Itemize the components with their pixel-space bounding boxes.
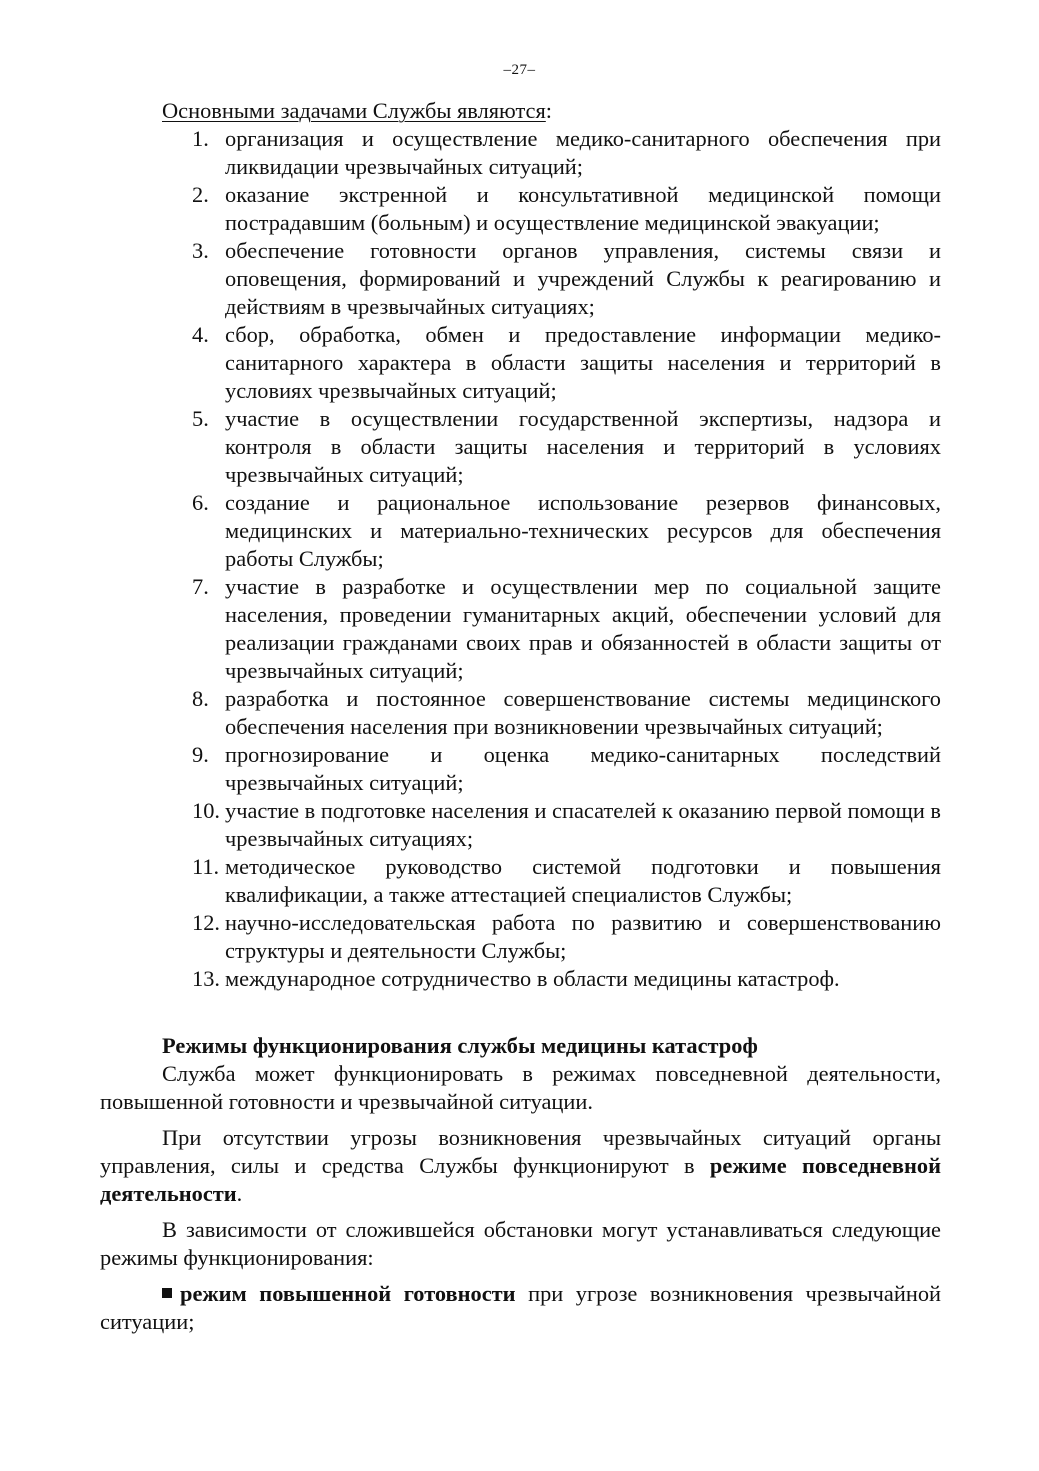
task-number: 6.	[192, 490, 209, 515]
bullet-text: при угрозе возникновения чрезвычайной ситуации;	[100, 1281, 942, 1334]
task-item	[100, 965, 941, 993]
tasks-heading-line	[162, 97, 941, 125]
task-number: 7.	[192, 574, 209, 599]
everyday-mode-term: режиме повседневной деятельности	[100, 1153, 942, 1206]
task-item	[100, 741, 941, 797]
paragraph-mode-list-intro: В зависимости от сложившейся обстановки могут устанавливаться следующие режимы функционирования:	[100, 1217, 941, 1270]
task-number: 11.	[192, 854, 220, 879]
task-text: создание и рациональное использование резервов финансовых, медицинских и материально-технических ресурсов для обеспечения работы Службы;	[225, 490, 941, 571]
task-text: разработка и постоянное совершенствование системы медицинского обеспечения населения при возникновении чрезвычайных ситуаций;	[225, 686, 941, 739]
task-text: прогнозирование и оценка медико-санитарных последствий чрезвычайных ситуаций;	[225, 742, 941, 795]
tasks-heading: Основными задачами Службы являются	[162, 98, 546, 123]
task-number: 13.	[192, 966, 220, 991]
bullet-high-alert	[100, 1280, 941, 1336]
task-number: 2.	[192, 182, 209, 207]
high-alert-term: режим повышенной готовности	[180, 1281, 516, 1306]
task-text: организация и осуществление медико-санитарного обеспечения при ликвидации чрезвычайных ситуаций;	[225, 126, 941, 179]
task-item	[100, 181, 941, 237]
square-bullet-icon	[162, 1288, 172, 1298]
section-title: Режимы функционирования службы медицины катастроф	[162, 1033, 758, 1058]
task-item	[100, 685, 941, 741]
task-text: участие в осуществлении государственной экспертизы, надзора и контроля в области защиты населения и территорий в условиях чрезвычайных ситуаций;	[225, 406, 941, 487]
paragraph-text: При отсутствии угрозы возникновения чрезвычайных ситуаций органы управления, силы и средства Службы функционируют в	[100, 1125, 941, 1178]
task-item	[100, 405, 941, 489]
task-text: научно-исследовательская работа по развитию и совершенствованию структуры и деятельности Службы;	[225, 910, 941, 963]
task-number: 4.	[192, 322, 209, 347]
task-text: международное сотрудничество в области медицины катастроф.	[225, 966, 840, 991]
paragraph-everyday-mode	[100, 1124, 941, 1208]
task-number: 9.	[192, 742, 209, 767]
task-number: 5.	[192, 406, 209, 431]
task-text: участие в подготовке населения и спасателей к оказанию первой помощи в чрезвычайных ситуациях;	[225, 798, 941, 851]
paragraph-end: .	[236, 1181, 243, 1206]
task-item	[100, 853, 941, 909]
task-text: методическое руководство системой подготовки и повышения квалификации, а также аттестацией специалистов Службы;	[225, 854, 941, 907]
task-number: 1.	[192, 126, 209, 151]
task-item	[100, 237, 941, 321]
task-item	[100, 797, 941, 853]
task-item	[100, 909, 941, 965]
page-content	[100, 97, 941, 1336]
task-text: оказание экстренной и консультативной медицинской помощи пострадавшим (больным) и осуществление медицинской эвакуации;	[225, 182, 941, 235]
page-number: –27–	[503, 62, 536, 78]
task-item	[100, 125, 941, 181]
paragraph-modes: Служба может функционировать в режимах повседневной деятельности, повышенной готовности и чрезвычайной ситуации.	[100, 1061, 941, 1114]
task-number: 3.	[192, 238, 209, 263]
task-number: 8.	[192, 686, 209, 711]
task-text: сбор, обработка, обмен и предоставление информации медико-санитарного характера в области защиты населения и территорий в условиях чрезвычайных ситуаций;	[225, 322, 941, 403]
task-item	[100, 321, 941, 405]
task-text: обеспечение готовности органов управления, системы связи и оповещения, формирований и учреждений Службы к реагированию и действиям в чрезвычайных ситуациях;	[225, 238, 941, 319]
task-item	[100, 573, 941, 685]
task-item	[100, 489, 941, 573]
task-number: 12.	[192, 910, 220, 935]
task-text: участие в разработке и осуществлении мер по социальной защите населения, проведении гуманитарных акций, обеспечении условий для реализации гражданами своих прав и обязанностей в области защиты от чрезвычайных ситуаций;	[225, 574, 941, 683]
tasks-list	[100, 125, 941, 993]
task-number: 10.	[192, 798, 220, 823]
tasks-heading-colon: :	[545, 98, 553, 123]
